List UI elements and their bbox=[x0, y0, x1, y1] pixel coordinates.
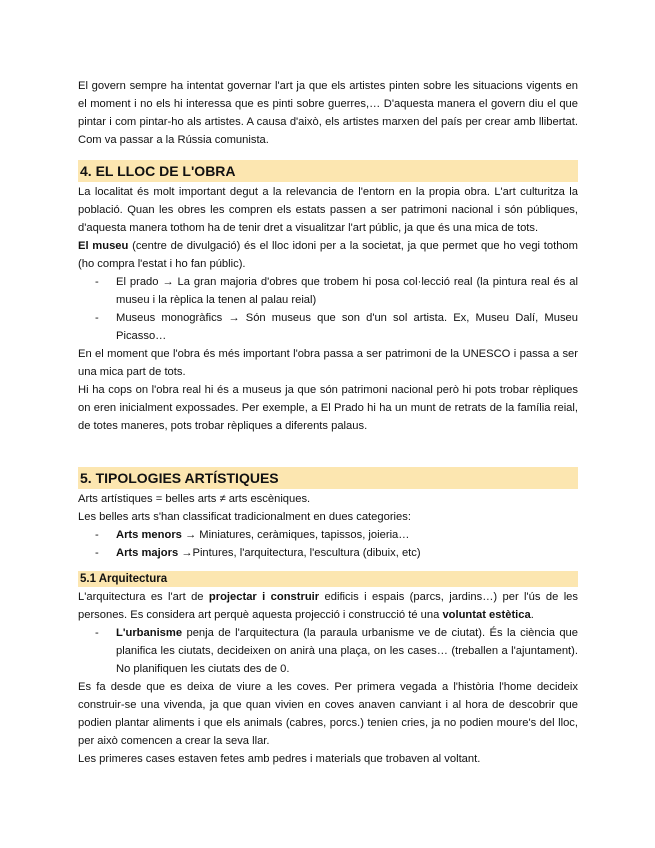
arts-category-description: →Pintures, l'arquitectura, l'escultura (dibuix, etc) bbox=[178, 547, 421, 559]
arts-category-description: → Miniatures, ceràmiques, tapissos, joieria… bbox=[181, 529, 410, 541]
museum-description: (centre de divulgació) és el lloc idoni per a la societat, ja que permet que ho vegi tothom (ho compra l'estat i ho fan públic). bbox=[78, 240, 578, 270]
bold-term: L'urbanisme bbox=[116, 627, 183, 639]
urbanism-list bbox=[78, 624, 578, 678]
architecture-paragraph-2: Es fa desde que es deixa de viure a les coves. Per primera vegada a l'història l'home decideix construir-se una vivenda, ja que quan vivien en coves anaven canviant i al hora de descobrir que podien plantar aliments i que els animals (cabres, porcs.) tenien cries, ja no podien moure's del lloc, per això comencen a crear la seva llar. bbox=[78, 681, 578, 747]
list-item-text: Museus monogràfics → Són museus que son d'un sol artista. Ex, Museu Dalí, Museu Picasso… bbox=[116, 312, 578, 342]
arts-category-label: Arts majors bbox=[116, 547, 179, 559]
list-item bbox=[78, 273, 578, 309]
section-4-paragraph-3: En el moment que l'obra és més important l'obra passa a ser patrimoni de la UNESCO i passa a ser una mica part de tots. bbox=[78, 348, 578, 378]
text-run: edificis i espais (parcs, jardins…) per l'ús de les persones. Es considera art perquè aquesta projecció i construcció té una bbox=[78, 591, 578, 621]
architecture-paragraph bbox=[78, 588, 578, 624]
arts-list bbox=[78, 526, 578, 562]
list-item bbox=[78, 309, 578, 345]
museum-term: El museu bbox=[78, 240, 129, 252]
bold-term: voluntat estètica bbox=[442, 609, 531, 621]
section-4-paragraph-4: Hi ha cops on l'obra real hi és a museus ja que són patrimoni nacional però hi pots trobar rèpliques on eren inicialment expossades. Per exemple, a El Prado hi ha un munt de retrats de la família reial, de totes maneres, pots trobar rèpliques a diferents palaus. bbox=[78, 384, 578, 432]
section-5-paragraph-2: Les belles arts s'han classificat tradicionalment en dues categories: bbox=[78, 511, 411, 523]
dash-bullet: - bbox=[95, 547, 99, 559]
museum-list bbox=[78, 273, 578, 345]
list-item bbox=[78, 544, 578, 562]
dash-bullet: - bbox=[95, 312, 99, 324]
section-5-paragraph-1: Arts artístiques = belles arts ≠ arts escèniques. bbox=[78, 493, 311, 505]
dash-bullet: - bbox=[95, 627, 99, 639]
list-item-text: El prado → La gran majoria d'obres que trobem hi posa col·lecció real (la pintura real és al museu i la rèplica la tenen al palau reial) bbox=[116, 276, 578, 306]
subsection-5-1-heading: 5.1 Arquitectura bbox=[78, 571, 578, 587]
section-5 bbox=[78, 467, 578, 768]
intro-block bbox=[78, 77, 578, 149]
dash-bullet: - bbox=[95, 276, 99, 288]
architecture-paragraph-3: Les primeres cases estaven fetes amb pedres i materials que trobaven al voltant. bbox=[78, 753, 481, 765]
bold-term: projectar i construir bbox=[208, 591, 320, 603]
list-item bbox=[78, 624, 578, 678]
section-4 bbox=[78, 160, 578, 435]
section-5-heading: 5. TIPOLOGIES ARTÍSTIQUES bbox=[78, 467, 578, 489]
section-4-paragraph-1: La localitat és molt important degut a la relevancia de l'entorn en la propia obra. L'art culturitza la població. Quan les obres les compren els estats passen a ser patrimoni nacional i són públiques, d'aquesta manera tothom ha de tenir dret a visualitzar l'art públic, ja que és una mica de tots. bbox=[78, 186, 578, 234]
dash-bullet: - bbox=[95, 529, 99, 541]
list-item-text: penja de l'arquitectura (la paraula urbanisme ve de ciutat). És la ciència que planifica les ciutats, decideixen on anirà una plaça, on les cases… (treballen a l'ajuntament). No planifiquen les ciutats des de 0. bbox=[116, 627, 578, 675]
text-run: . bbox=[530, 609, 534, 621]
intro-paragraph: El govern sempre ha intentat governar l'art ja que els artistes pinten sobre les situacions vigents en el moment i no els hi interessa que es pinti sobre guerres,… D'aquesta manera el govern diu el que pintar i com pintar-ho als artistes. A causa d'això, els artistes marxen del país per crear amb llibertat. Com va passar a la Rússia comunista. bbox=[78, 80, 578, 146]
section-4-heading: 4. EL LLOC DE L'OBRA bbox=[78, 160, 578, 182]
section-4-paragraph-2 bbox=[78, 237, 578, 273]
text-run: L'arquitectura es l'art de bbox=[78, 591, 209, 603]
arts-category-label: Arts menors bbox=[116, 529, 182, 541]
list-item bbox=[78, 526, 578, 544]
